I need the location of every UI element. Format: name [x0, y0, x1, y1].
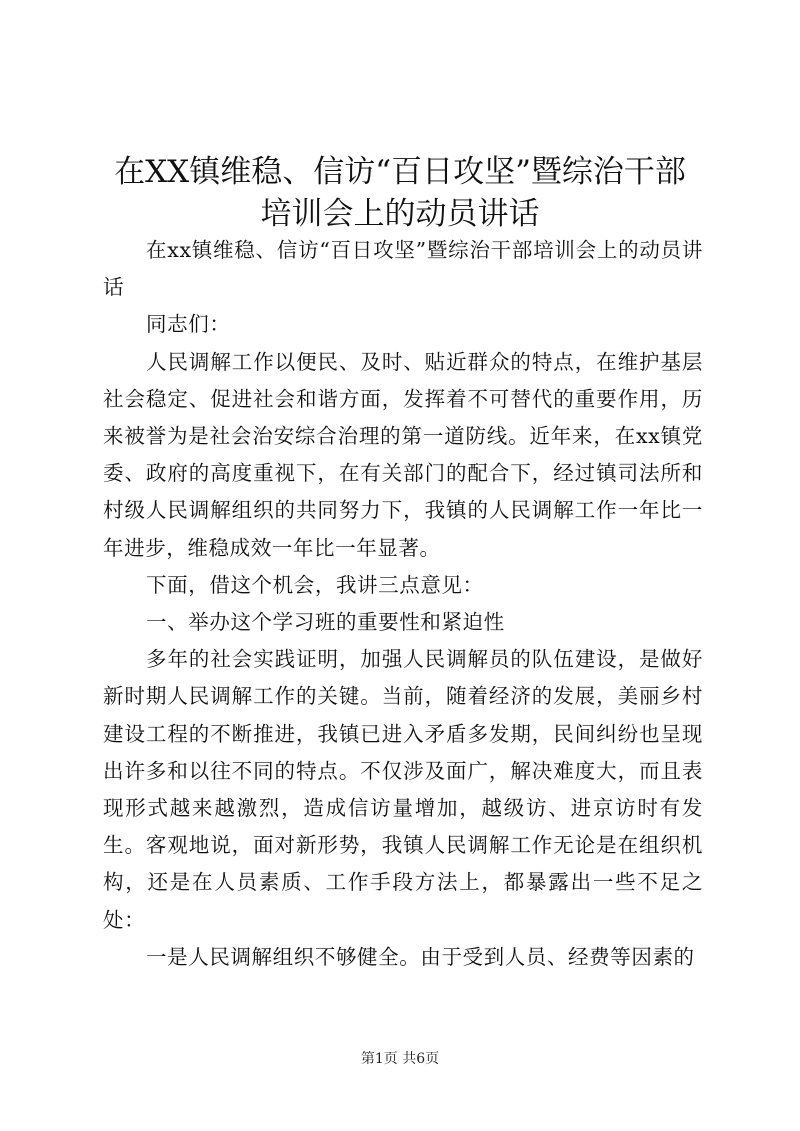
paragraph-point-one: 一是人民调解组织不够健全。由于受到人员、经费等因素的: [146, 944, 695, 969]
paragraph-three-points: 下面，借这个机会，我讲三点意见：: [146, 572, 484, 597]
document-title-line-1: 在XX镇维稳、信访“百日攻坚”暨综治干部: [114, 154, 686, 190]
section-heading-1: 一、举办这个学习班的重要性和紧迫性: [146, 610, 505, 635]
document-body: [103, 232, 703, 976]
paragraph-practice: 多年的社会实践证明，加强人民调解员的队伍建设，是做好新时期人民调解工作的关键。当前，随着经济的发展，美丽乡村建设工程的不断推进，我镇已进入矛盾多发期，民间纠纷也呈现出许多和以往不同的特点。不仅涉及面广，解决难度大，而且表现形式越来越激烈，造成信访量增加，越级访、进京访时有发生。客观地说，面对新形势，我镇人民调解工作无论是在组织机构，还是在人员素质、工作手段方法上，都暴露出一些不足之处：: [103, 647, 703, 932]
paragraph-intro: 人民调解工作以便民、及时、贴近群众的特点，在维护基层社会稳定、促进社会和谐方面，发挥着不可替代的重要作用，历来被誉为是社会治安综合治理的第一道防线。近年来，在xx镇党委、政府的高度重视下，在有关部门的配合下，经过镇司法所和村级人民调解组织的共同努力下，我镇的人民调解工作一年比一年进步，维稳成效一年比一年显著。: [103, 349, 703, 560]
document-title-line-2: 培训会上的动员讲话: [260, 196, 540, 232]
paragraph-heading-repeat: 在xx镇维稳、信访“百日攻坚”暨综治干部培训会上的动员讲话: [103, 238, 703, 300]
page-footer: 第1页 共6页: [360, 1051, 440, 1067]
paragraph-salutation: 同志们：: [146, 312, 231, 337]
